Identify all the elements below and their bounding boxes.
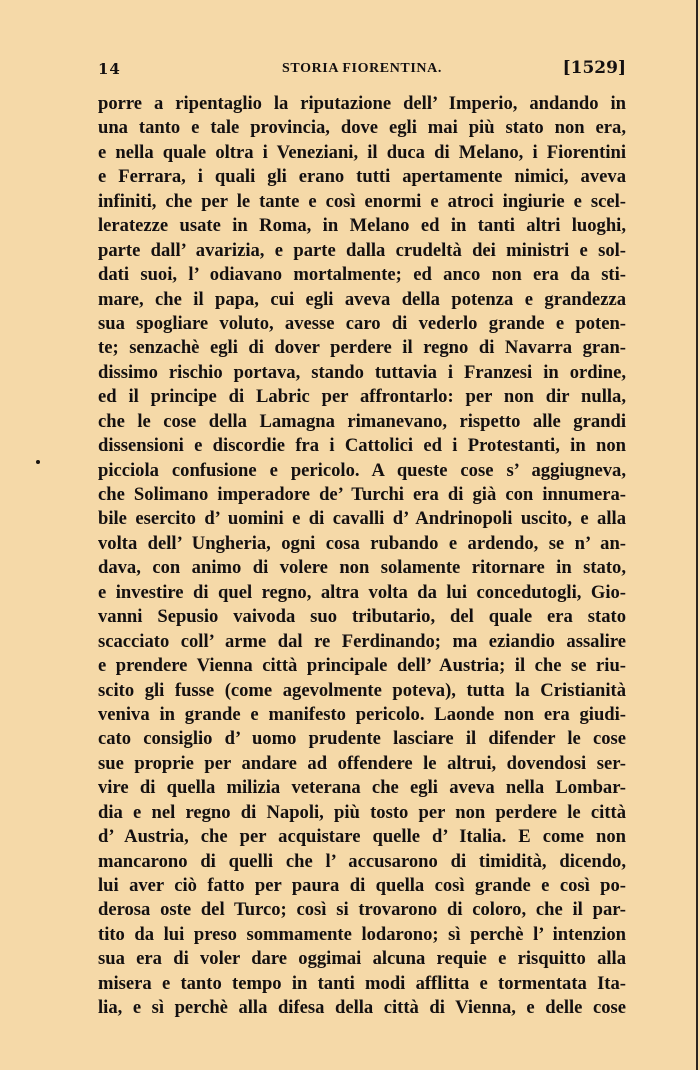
text-line: volta dell’ Ungheria, ogni cosa rubando e ardendo, se n’ an-	[98, 532, 626, 554]
page-number: 14	[98, 60, 121, 78]
running-title: STORIA FIORENTINA.	[282, 61, 442, 76]
text-line: d’ Austria, che per acquistare quelle d’ Italia. E come non	[98, 826, 626, 848]
text-line: ed il principe di Labric per affrontarlo: per non dir nulla,	[98, 386, 626, 408]
text-line: e investire di quel regno, altra volta da lui concedutogli, Gio-	[98, 581, 626, 603]
text-line: scito gli fusse (come agevolmente poteva), tutta la Cristianità	[98, 679, 626, 701]
text-line: parte dall’ avarizia, e parte dalla crudeltà dei ministri e sol-	[98, 239, 626, 261]
text-line: scacciato coll’ arme dal re Ferdinando; ma eziandio assalire	[98, 630, 626, 652]
text-line: dissimo rischio portava, stando tuttavia i Franzesi in ordine,	[98, 361, 626, 383]
text-line: te; senzachè egli di dover perdere il regno di Navarra gran-	[98, 337, 626, 359]
text-line: vire di quella milizia veterana che egli aveva nella Lombar-	[98, 777, 626, 799]
text-line: porre a ripentaglio la riputazione dell’ Imperio, andando in	[98, 93, 626, 114]
margin-speck	[36, 460, 40, 464]
text-line: sua era di voler dare oggimai alcuna requie e risquitto alla	[98, 948, 626, 970]
text-line: sua spogliare voluto, avesse caro di vederlo grande e poten-	[98, 312, 626, 334]
text-line: lia, e sì perchè alla difesa della città di Vienna, e delle cose	[98, 997, 626, 1019]
text-line: e nella quale oltra i Veneziani, il duca di Melano, i Fiorentini	[98, 141, 626, 163]
text-line: che Solimano imperadore de’ Turchi era di già con innumera-	[98, 484, 626, 505]
text-line: leratezze usate in Roma, in Melano ed in tanti altri luoghi,	[98, 215, 626, 237]
year-marker: [1529]	[562, 58, 626, 78]
text-line: e prendere Vienna città principale dell’ Austria; il che se riu-	[98, 655, 626, 677]
page-edge-shadow	[696, 0, 698, 1070]
text-line: che le cose della Lamagna rimanevano, rispetto alle grandi	[98, 410, 626, 432]
text-line: sue proprie per andare ad offendere le altrui, dovendosi ser-	[98, 752, 626, 774]
running-header	[98, 60, 626, 86]
text-line: dissensioni e discordie fra i Cattolici ed i Protestanti, in non	[98, 435, 626, 457]
text-line: infiniti, che per le tante e così enormi e atroci ingiurie e scel-	[98, 190, 626, 212]
text-line: mancarono di quelli che l’ accusarono di timidità, dicendo,	[98, 850, 626, 872]
text-line: lui aver ciò fatto per paura di quella così grande e così po-	[98, 875, 626, 896]
text-line: e Ferrara, i quali gli erano tutti apertamente nimici, aveva	[98, 166, 626, 188]
text-line: una tanto e tale provincia, dove egli mai più stato non era,	[98, 117, 626, 139]
text-line: derosa oste del Turco; così si trovarono di coloro, che il par-	[98, 899, 626, 921]
text-line: mare, che il papa, cui egli aveva della potenza e grandezza	[98, 288, 626, 310]
text-line: dati suoi, l’ odiavano mortalmente; ed anco non era da sti-	[98, 264, 626, 286]
body-text	[98, 92, 626, 1021]
text-line: vanni Sepusio vaivoda suo tributario, del quale era stato	[98, 606, 626, 628]
text-line: picciola confusione e pericolo. A queste cose s’ aggiugneva,	[98, 459, 626, 481]
text-line: bile esercito d’ uomini e di cavalli d’ Andrinopoli uscito, e alla	[98, 508, 626, 530]
text-line: veniva in grande e manifesto pericolo. Laonde non era giudi-	[98, 703, 626, 725]
text-line: misera e tanto tempo in tanti modi afflitta e tormentata Ita-	[98, 972, 626, 994]
text-line: dava, con animo di volere non solamente ritornare in stato,	[98, 557, 626, 579]
text-line: tito da lui preso sommamente lodarono; sì perchè l’ intenzion	[98, 923, 626, 945]
text-line: cato consiglio d’ uomo prudente lasciare il difender le cose	[98, 728, 626, 750]
text-line: dia e nel regno di Napoli, più tosto per non perdere le città	[98, 801, 626, 823]
